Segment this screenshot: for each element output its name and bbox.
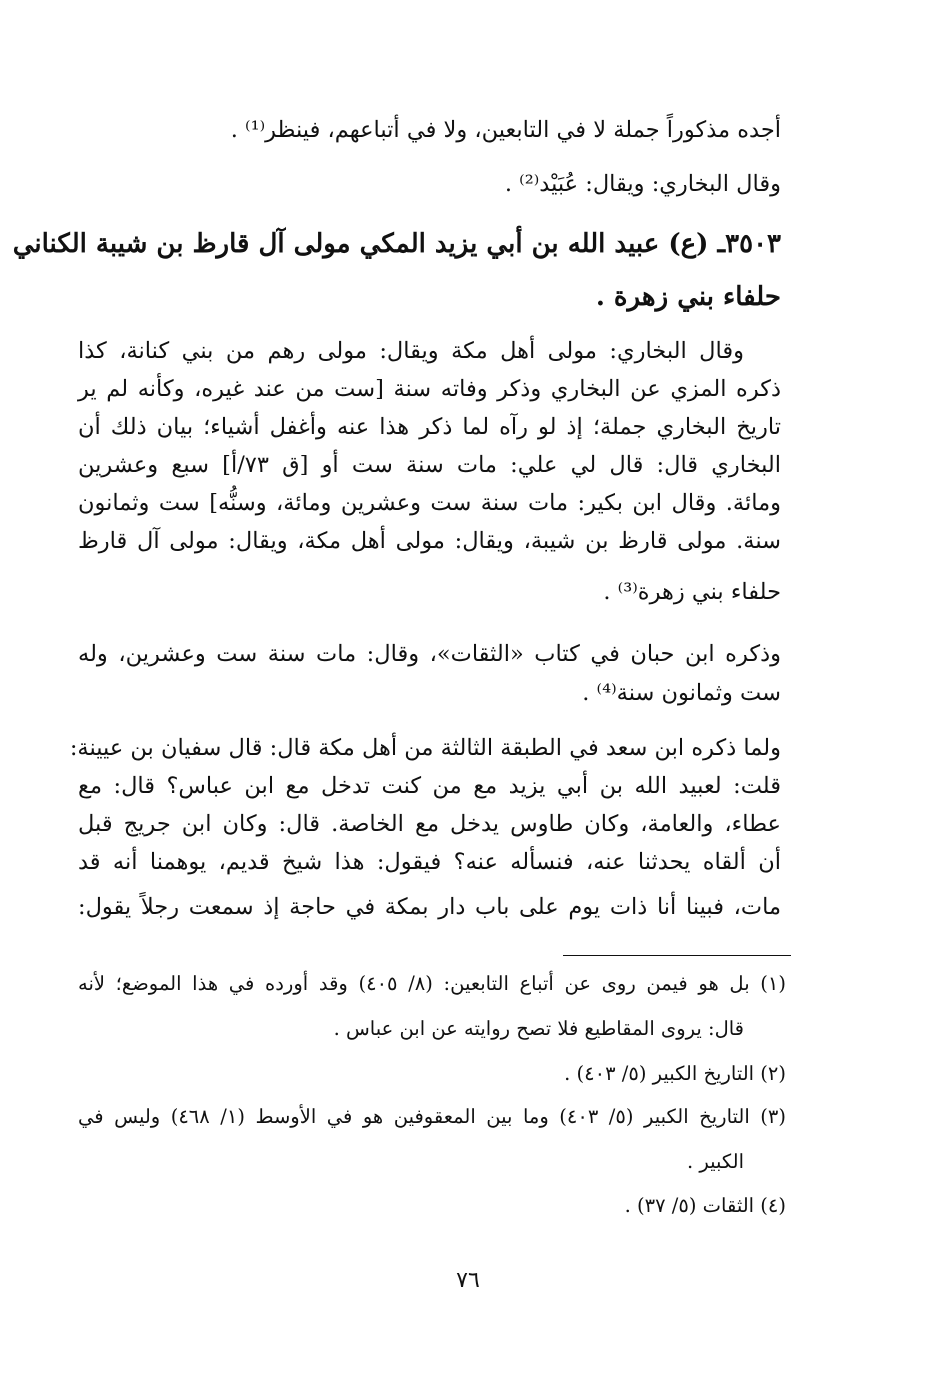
entry-heading-line: حلفاء بني زهرة . bbox=[595, 282, 781, 312]
paragraph-line: وذكره ابن حبان في كتاب «الثقات»، وقال: مات سنة ست وعشرين، وله bbox=[78, 641, 781, 667]
paragraph-line: سنة. مولى قارظ بن شيبة، ويقال: مولى أهل مكة، ويقال: مولى آل قارظ bbox=[78, 528, 781, 554]
paragraph-line: ولما ذكره ابن سعد في الطبقة الثالثة من أهل مكة قال: قال سفيان بن عيينة: bbox=[69, 735, 781, 761]
footnote-separator bbox=[563, 955, 791, 956]
paragraph-line: أن ألقاه يحدثنا عنه، فنسأله عنه؟ فيقول: هذا شيخ قديم، يوهمنا أنه قد bbox=[78, 849, 781, 875]
paragraph-line: ومائة. وقال ابن بكير: مات سنة ست وعشرين ومائة، وسنُّه] ست وثمانون bbox=[78, 490, 781, 516]
paragraph-line: حلفاء بني زهرة⁽³⁾ . bbox=[603, 579, 781, 605]
paragraph-line: وقال البخاري: مولى أهل مكة ويقال: مولى رهم من بني كنانة، كذا bbox=[78, 338, 744, 364]
body-line: أجده مذكوراً جملة لا في التابعين، ولا في أتباعهم، فينظر⁽¹⁾ . bbox=[230, 117, 781, 143]
footnote-continuation: قال: يروى المقاطيع فلا تصح روايته عن ابن عباس . bbox=[333, 1017, 744, 1040]
paragraph-line: قلت: لعبيد الله بن أبي يزيد مع من كنت تدخل مع ابن عباس؟ قال: مع bbox=[78, 773, 781, 799]
body-line: وقال البخاري: ويقال: عُبَيْد⁽²⁾ . bbox=[504, 171, 781, 197]
paragraph-line: ذكره المزي عن البخاري وذكر وفاته سنة [ست من عند غيره، وكأنه لم ير bbox=[78, 376, 781, 402]
entry-heading-line: ٣٥٠٣ـ (ع) عبيد الله بن أبي يزيد المكي مولى آل قارظ بن شيبة الكناني bbox=[12, 229, 781, 259]
paragraph-line: عطاء، والعامة، وكان طاوس يدخل مع الخاصة. قال: وكان ابن جريج قبل bbox=[78, 811, 781, 837]
paragraph-line: تاريخ البخاري جملة؛ إذ لو رآه لما ذكر هذا عنه وأغفل أشياء؛ بيان ذلك أن bbox=[78, 414, 781, 440]
footnote: (٢) التاريخ الكبير (٥/ ٤٠٣) . bbox=[564, 1062, 786, 1085]
footnote: (١) بل هو فيمن روى عن أتباع التابعين: (٨/ ٤٠٥) وقد أورده في هذا الموضع؛ لأنه bbox=[78, 972, 786, 995]
footnote-continuation: الكبير . bbox=[686, 1150, 744, 1173]
footnote: (٣) التاريخ الكبير (٥/ ٤٠٣) وما بين المعقوفين هو في الأوسط (١/ ٤٦٨) وليس في bbox=[78, 1105, 786, 1128]
paragraph-line: مات، فبينا أنا ذات يوم على باب دار بمكة في حاجة إذ سمعت رجلاً يقول: bbox=[78, 894, 781, 920]
paragraph-line: ست وثمانون سنة⁽⁴⁾ . bbox=[582, 680, 781, 706]
paragraph-line: البخاري قال: قال لي علي: مات سنة ست أو [ق ٧٣/أ] سبع وعشرين bbox=[78, 452, 781, 478]
page-number: ٧٦ bbox=[456, 1268, 480, 1293]
footnote: (٤) الثقات (٥/ ٣٧) . bbox=[624, 1194, 786, 1217]
